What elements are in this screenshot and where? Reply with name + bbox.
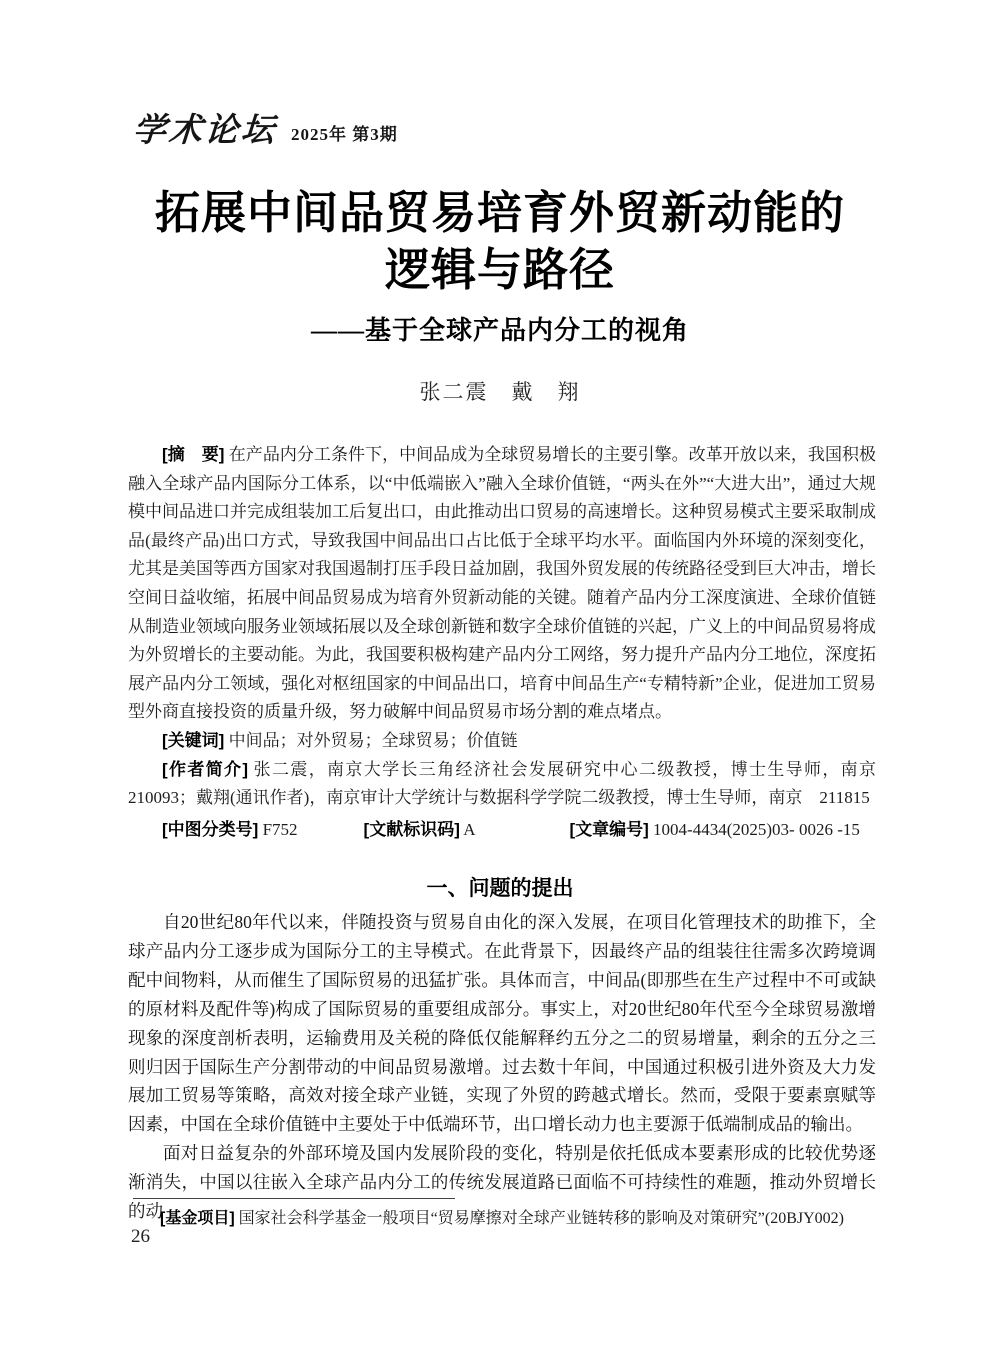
doc-code-pair	[364, 820, 476, 839]
page-number: 26	[131, 1226, 150, 1247]
body-paragraph-1: 自20世纪80年代以来，伴随投资与贸易自由化的深入发展，在项目化管理技术的助推下，全球产品内分工逐步成为国际分工的主导模式。在此背景下，因最终产品的组装往往需多次跨境调配中间物料，从而催生了国际贸易的迅猛扩张。具体而言，中间品(即那些在生产过程中不可或缺的原材料及配件等)构成了国际贸易的重要组成部分。事实上，对20世纪80年代至今全球贸易激增现象的深度剖析表明，运输费用及关税的降低仅能解释约五分之二的贸易增量，剩余的五分之三则归因于国际生产分割带动的中间品贸易激增。过去数十年间，中国通过积极引进外资及大力发展加工贸易等策略，高效对接全球产业链，实现了外贸的跨越式增长。然而，受限于要素禀赋等因素，中国在全球价值链中主要处于中低端环节，出口增长动力也主要源于低端制成品的输出。	[128, 912, 876, 1135]
author-bio-label: [作者简介]	[162, 759, 249, 779]
clc-label: [中图分类号]	[162, 819, 259, 839]
keywords-text: 中间品；对外贸易；全球贸易；价值链	[228, 730, 518, 750]
article-subtitle: ——基于全球产品内分工的视角	[310, 316, 689, 345]
journal-header	[133, 112, 398, 148]
front-matter	[128, 441, 876, 844]
doc-code-value: A	[463, 819, 476, 839]
abstract-text: 在产品内分工条件下，中间品成为全球贸易增长的主要引擎。改革开放以来，我国积极融入全球产品内国际分工体系，以“中低端嵌入”融入全球价值链，“两头在外”“大进大出”，通过大规模中间品进口并完成组装加工后复出口，由此推动出口贸易的高速增长。这种贸易模式主要采取制成品(最终产品)出口方式，导致我国中间品出口占比低于全球平均水平。面临国内外环境的深刻变化，尤其是美国等西方国家对我国遏制打压手段日益加剧，我国外贸发展的传统路径受到巨大冲击，增长空间日益收缩，拓展中间品贸易成为培育外贸新动能的关键。随着产品内分工深度演进、全球价值链从制造业领域向服务业领域拓展以及全球创新链和数字全球价值链的兴起，广义上的中间品贸易将成为外贸增长的主要动能。为此，我国要积极构建产品内分工网络，努力提升产品内分工地位，深度拓展产品内分工领域，强化对枢纽国家的中间品出口，培育中间品生产“专精特新”企业，促进加工贸易型外商直接投资的质量升级，努力破解中间品贸易市场分割的难点堵点。	[128, 445, 877, 722]
author-bio	[128, 756, 876, 813]
footnote-label: [基金项目]	[160, 1210, 235, 1227]
article-title-line1: 拓展中间品贸易培育外贸新动能的	[154, 187, 845, 238]
clc-pair	[162, 820, 298, 839]
abstract-paragraph	[128, 441, 876, 727]
article-id-label: [文章编号]	[569, 819, 649, 839]
classification-line	[128, 816, 876, 845]
body-paragraph-2: 面对日益复杂的外部环境及国内发展阶段的变化，特别是依托低成本要素形成的比较优势逐渐消失，中国以往嵌入全球产品内分工的传统发展道路已面临不可持续性的难题，推动外贸增长的动	[128, 1143, 876, 1222]
journal-logo: 学术论坛	[131, 110, 279, 149]
author-bio-text: 张二震，南京大学长三角经济社会发展研究中心二级教授，博士生导师，南京210093；戴翔(通讯作者)，南京审计大学统计与数据科学学院二级教授，博士生导师，南京 211815	[128, 759, 877, 808]
footnote-divider	[133, 1198, 455, 1199]
keywords-label: [关键词]	[162, 730, 225, 750]
keywords-line	[128, 727, 876, 756]
article-title	[0, 184, 1000, 298]
journal-issue: 2025年 第3期	[291, 125, 398, 144]
article-id-value: 1004-4434(2025)03- 0026 -15	[653, 819, 860, 839]
footnote-text: 国家社会科学基金一般项目“贸易摩擦对全球产业链转移的影响及对策研究”(20BJY002)	[238, 1210, 844, 1227]
abstract-label: [摘 要]	[162, 445, 225, 464]
section-heading: 一、问题的提出	[426, 877, 574, 900]
article-id-pair	[569, 820, 859, 839]
body-text	[128, 908, 876, 1226]
article-title-line2: 逻辑与路径	[384, 244, 615, 295]
doc-code-label: [文献标识码]	[363, 819, 460, 839]
footnote	[128, 1206, 876, 1232]
title-block	[0, 184, 1000, 347]
authors-line: 张二震 戴 翔	[419, 380, 581, 404]
clc-value: F752	[262, 819, 298, 839]
